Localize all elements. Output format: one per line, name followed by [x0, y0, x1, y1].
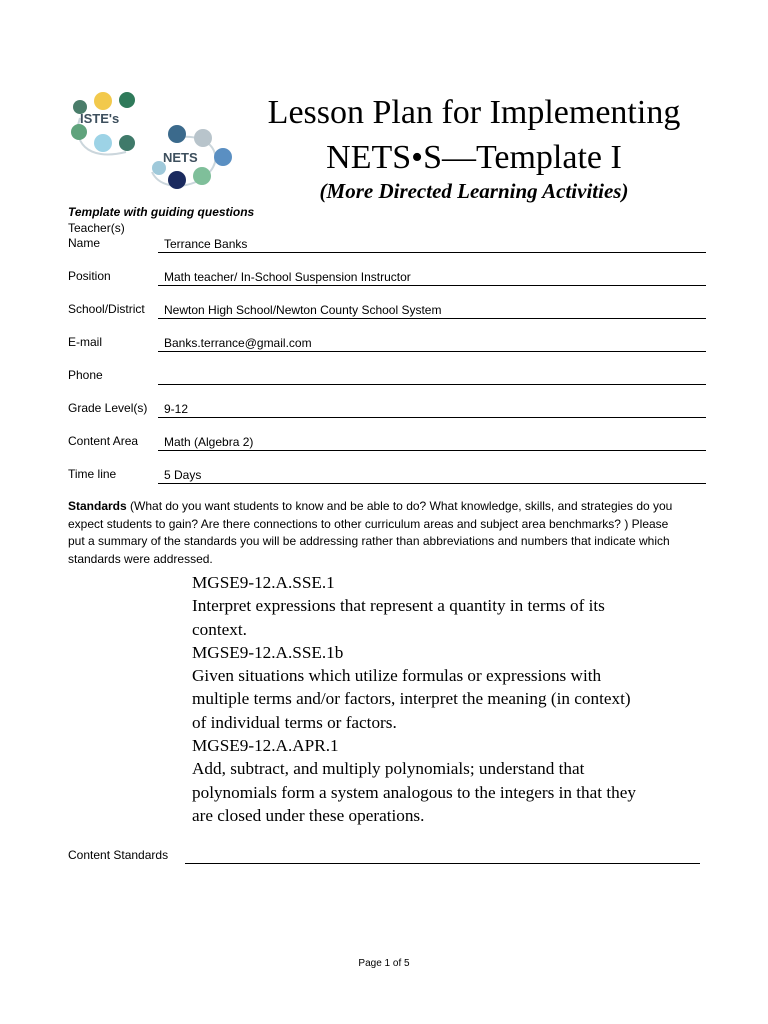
phone-label: Phone	[68, 368, 103, 382]
timeline-field[interactable]: 5 Days	[158, 467, 706, 484]
logo-nets-text: NETS	[163, 150, 198, 165]
page-title-line1: Lesson Plan for Implementing	[267, 94, 681, 131]
standards-line: MGSE9-12.A.SSE.1	[192, 573, 335, 592]
standards-note-line1: (What do you want students to know and be able to do? What knowledge, skills, and strategies do you	[126, 499, 673, 513]
standards-line: multiple terms and/or factors, interpret the meaning (in context)	[192, 689, 631, 709]
standards-line: Given situations which utilize formulas or expressions with	[192, 666, 602, 686]
email-field[interactable]: Banks.terrance@gmail.com	[158, 335, 706, 352]
standards-line: of individual terms or factors.	[192, 712, 397, 732]
email-label: E-mail	[68, 335, 103, 349]
page-number: Page 1 of 5	[358, 958, 410, 969]
standards-line: context.	[192, 619, 247, 639]
standards-note-line3: put a summary of the standards you will be addressing rather than abbreviations and numbers that indicate which	[68, 534, 670, 548]
timeline-label: Time line	[68, 467, 117, 481]
standards-line: MGSE9-12.A.APR.1	[192, 736, 339, 756]
standards-line: Interpret expressions that represent a quantity in terms of its	[192, 596, 605, 616]
grade-field[interactable]: 9-12	[158, 401, 706, 418]
content-standards-field[interactable]	[185, 863, 700, 864]
page-title-line2: NETS•S—Template I	[326, 139, 622, 176]
grade-label: Grade Level(s)	[68, 401, 148, 415]
standards-line: polynomials form a system analogous to the integers in that they	[192, 782, 636, 802]
position-field[interactable]: Math teacher/ In-School Suspension Instructor	[158, 269, 706, 286]
standards-note-line4: standards were addressed.	[68, 551, 213, 566]
standards-text-area[interactable]	[192, 571, 692, 827]
guiding-questions-label: Template with guiding questions	[68, 205, 255, 219]
school-label: School/District	[68, 302, 145, 316]
teacher-label-line1: Teacher(s)	[68, 221, 125, 235]
position-label: Position	[68, 269, 111, 283]
content-area-label: Content Area	[68, 434, 139, 448]
school-field[interactable]: Newton High School/Newton County School System	[158, 302, 706, 319]
standards-note-line2: expect students to gain? Are there connections to other curriculum areas and subject area benchmarks? ) Please	[68, 516, 669, 531]
standards-heading: Standards	[68, 499, 127, 513]
content-standards-label: Content Standards	[68, 848, 169, 862]
content-area-field[interactable]: Math (Algebra 2)	[158, 434, 706, 451]
teacher-name-field[interactable]: Terrance Banks	[158, 236, 706, 253]
logo-iste-text: ISTE's	[80, 111, 120, 126]
standards-line: Add, subtract, and multiply polynomials; understand that	[192, 759, 585, 779]
phone-field[interactable]	[158, 368, 706, 385]
teacher-label-line2: Name	[68, 236, 101, 250]
standards-line: MGSE9-12.A.SSE.1b	[192, 642, 344, 662]
standards-line: are closed under these operations.	[192, 805, 425, 825]
page-subtitle: (More Directed Learning Activities)	[319, 179, 629, 203]
standards-instructions	[68, 498, 708, 568]
iste-nets-logo	[66, 90, 234, 192]
